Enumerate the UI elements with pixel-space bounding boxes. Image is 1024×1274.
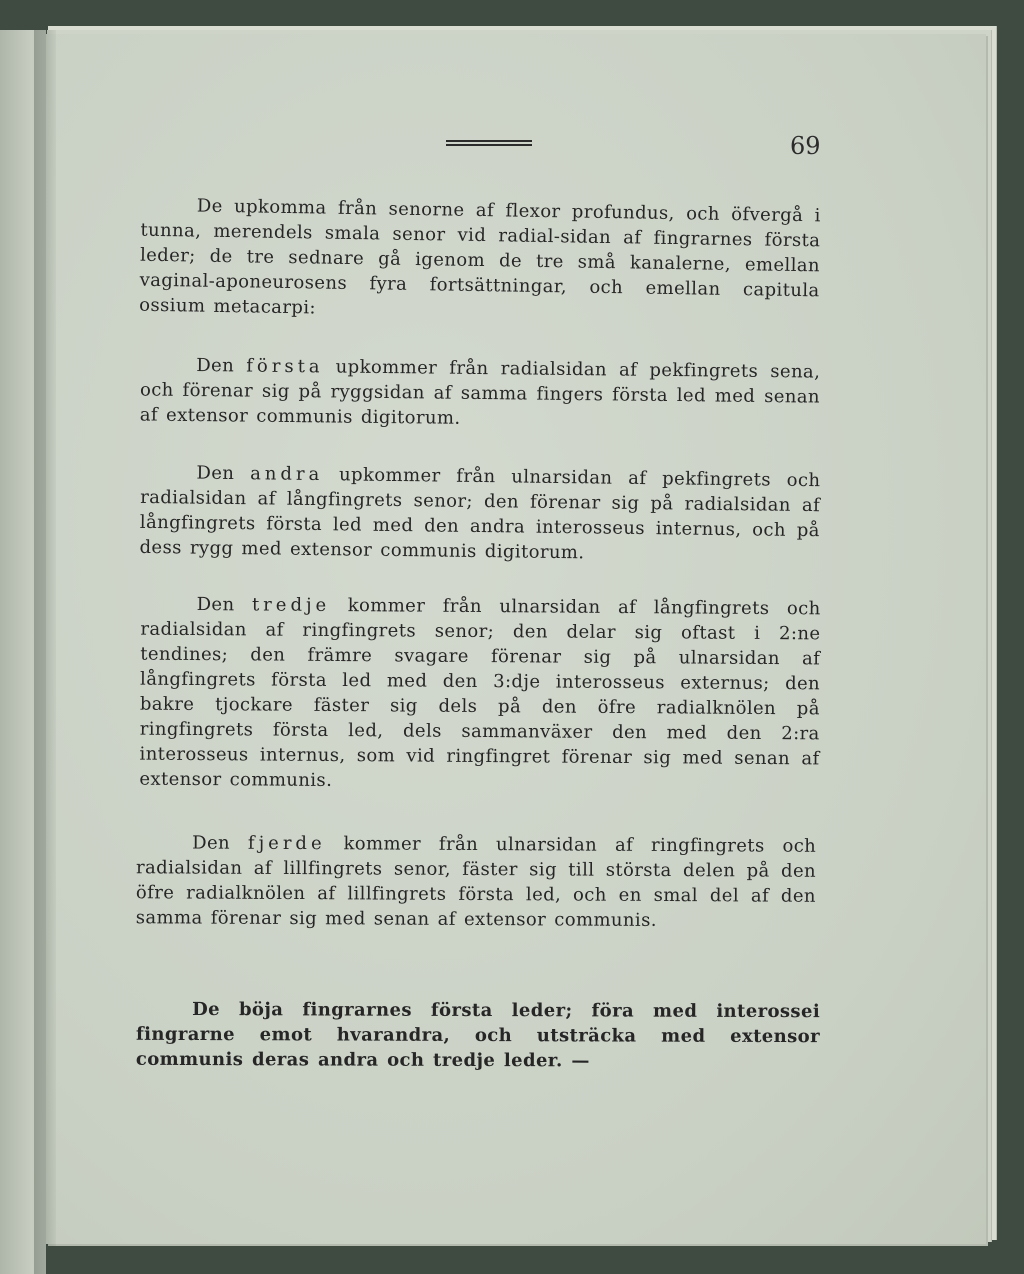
- paragraph-emphasis: tredje: [251, 594, 331, 616]
- paragraph-fjerde: [136, 830, 817, 934]
- paragraph-lead: Den: [196, 594, 253, 616]
- paragraph-rest: upkommer från radialsidan af pekfingrets sena, och förenar sig på ryggsidan af samma fingers första led med senan af extensor communis digitorum.: [139, 356, 821, 429]
- paragraph-rest: kommer från ulnarsidan af ringfingrets och radialsidan af lillfingrets senor, fäster sig till största delen på den öfre radialknölen af lillfingrets första led, och en smal del af den samma förenar sig med senan af extensor communis.: [135, 833, 817, 931]
- paragraph-text: De upkomma från senorne af flexor profundus, och öfvergå i tunna, merendels smala senor vid radial-sidan af fingrarnes första leder; de tre sednare gå igenom de tre små kanalerne, emellan vaginal-aponeurosens fyra fortsättningar, och emellan capitula ossium metacarpi:: [139, 195, 821, 319]
- paragraph-tredje: [139, 592, 820, 797]
- paragraph-forsta: [140, 352, 821, 434]
- paragraph-rest: upkommer från ulnarsidan af pekfingrets och radialsidan af långfingrets senor; den förenar sig på radialsidan af långfingrets första led med den andra interosseus internus, och på dess rygg med extensor communis digitorum.: [139, 464, 821, 564]
- book-gutter-shadow: [34, 30, 56, 1274]
- header-double-rule: [446, 140, 532, 148]
- paragraph-rest: kommer från ulnarsidan af långfingrets och radialsidan af ringfingrets senor; den delar sig oftast i 2:ne tendines; den främre svagare förenar sig på ulnarsidan af långfingrets första led med den 3:dje interosseus externus; den bakre tjockare fäster sig dels på den öfre radialknölen på ringfingrets första led, dels sammanväxer den med den 2:ra interosseus internus, som vid ringfingret förenar sig med senan af extensor communis.: [139, 594, 821, 791]
- paragraph-emphasis: första: [246, 355, 324, 378]
- paragraph-intro: [139, 193, 821, 329]
- paragraph-lead: Den: [196, 462, 251, 485]
- paragraph-andra: [139, 460, 820, 568]
- paragraph-emphasis: fjerde: [247, 832, 326, 855]
- paragraph-text: De böja fingrarnes första leder; föra med interossei fingrarne emot hvarandra, och utsträcka med extensor communis deras andra och tredje leder. —: [135, 999, 821, 1072]
- page-number: 69: [790, 132, 821, 160]
- paragraph-summary: [136, 997, 820, 1074]
- paragraph-lead: Den: [192, 832, 249, 854]
- paragraph-lead: Den: [196, 355, 247, 377]
- paragraph-emphasis: andra: [250, 463, 324, 486]
